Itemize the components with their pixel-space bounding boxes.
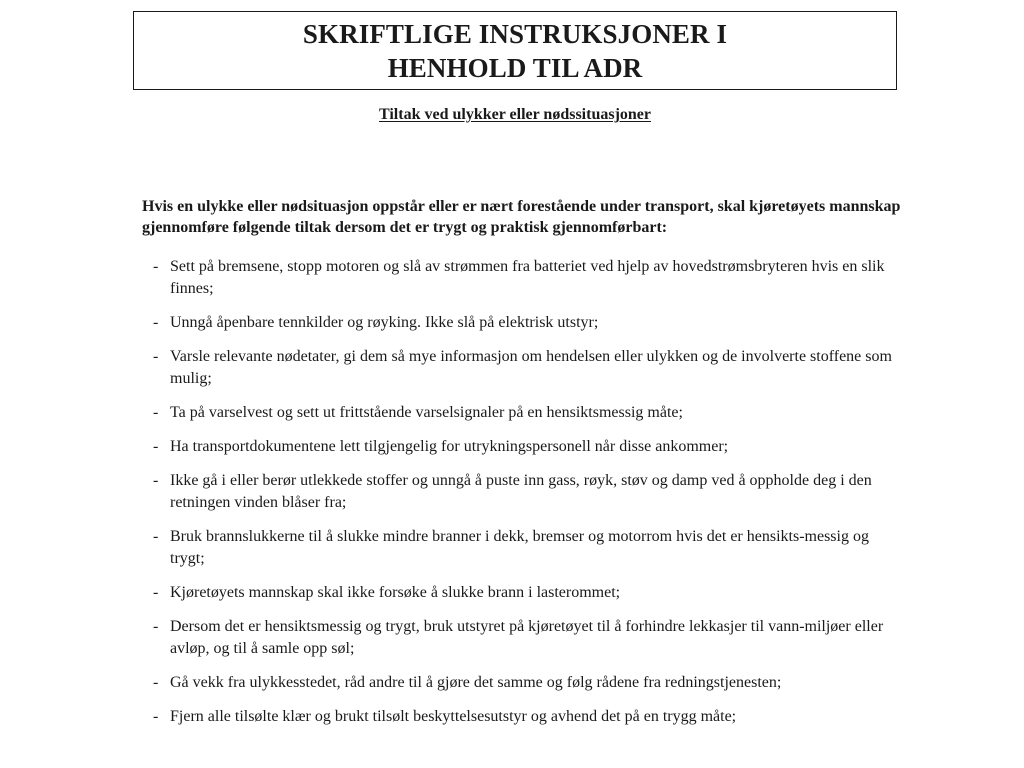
title-line-2: HENHOLD TIL ADR [387, 52, 643, 83]
list-item [153, 312, 898, 334]
list-item [153, 582, 898, 604]
list-item [153, 616, 898, 660]
list-item [153, 526, 898, 570]
bullet-dash: - [153, 584, 159, 601]
bullet-dash: - [153, 472, 159, 489]
list-item-text: Ha transportdokumentene lett tilgjengelig for utrykningspersonell når disse ankommer; [170, 438, 729, 455]
bullet-dash: - [153, 404, 159, 421]
bullet-dash: - [153, 314, 159, 331]
list-item-text: Bruk brannslukkerne til å slukke mindre branner i dekk, bremser og motorrom hvis det er hensikts-messig og trygt; [170, 528, 869, 567]
bullet-dash: - [153, 674, 159, 691]
list-item-text: Ta på varselvest og sett ut frittstående varselsignaler på en hensiktsmessig måte; [170, 404, 683, 421]
title-box [133, 11, 897, 90]
instruction-list [153, 256, 898, 740]
intro-paragraph: Hvis en ulykke eller nødsituasjon oppstår eller er nært forestående under transport, skal kjøretøyets mannskap gjennomføre følgende tiltak dersom det er trygt og praktisk gjennomførbart: [142, 198, 901, 236]
list-item [153, 436, 898, 458]
list-item-text: Dersom det er hensiktsmessig og trygt, bruk utstyret på kjøretøyet til å forhindre lekkasjer til vann-miljøer eller avløp, og til å samle opp søl; [170, 618, 884, 657]
list-item-text: Unngå åpenbare tennkilder og røyking. Ikke slå på elektrisk utstyr; [170, 314, 599, 331]
title-line-1: SKRIFTLIGE INSTRUKSJONER I [302, 18, 728, 49]
list-item [153, 672, 898, 694]
list-item [153, 470, 898, 514]
bullet-dash: - [153, 708, 159, 725]
list-item-text: Kjøretøyets mannskap skal ikke forsøke å slukke brann i lasterommet; [170, 584, 621, 601]
list-item-text: Gå vekk fra ulykkesstedet, råd andre til å gjøre det samme og følg rådene fra redningstjenesten; [170, 674, 782, 691]
list-item [153, 402, 898, 424]
bullet-dash: - [153, 528, 159, 545]
list-item-text: Fjern alle tilsølte klær og brukt tilsølt beskyttelsesutstyr og avhend det på en trygg måte; [170, 708, 737, 725]
bullet-dash: - [153, 348, 159, 365]
bullet-dash: - [153, 438, 159, 455]
list-item [153, 706, 898, 728]
bullet-dash: - [153, 618, 159, 635]
list-item-text: Varsle relevante nødetater, gi dem så mye informasjon om hendelsen eller ulykken og de involverte stoffene som mulig; [170, 348, 892, 387]
bullet-dash: - [153, 258, 159, 275]
list-item [153, 256, 898, 300]
list-item [153, 346, 898, 390]
list-item-text: Ikke gå i eller berør utlekkede stoffer og unngå å puste inn gass, røyk, støv og damp ved å oppholde deg i den retningen vinden blåser fra; [170, 472, 872, 511]
list-item-text: Sett på bremsene, stopp motoren og slå av strømmen fra batteriet ved hjelp av hovedstrømsbryteren hvis en slik finnes; [170, 258, 885, 297]
section-subtitle: Tiltak ved ulykker eller nødssituasjoner [378, 106, 652, 123]
